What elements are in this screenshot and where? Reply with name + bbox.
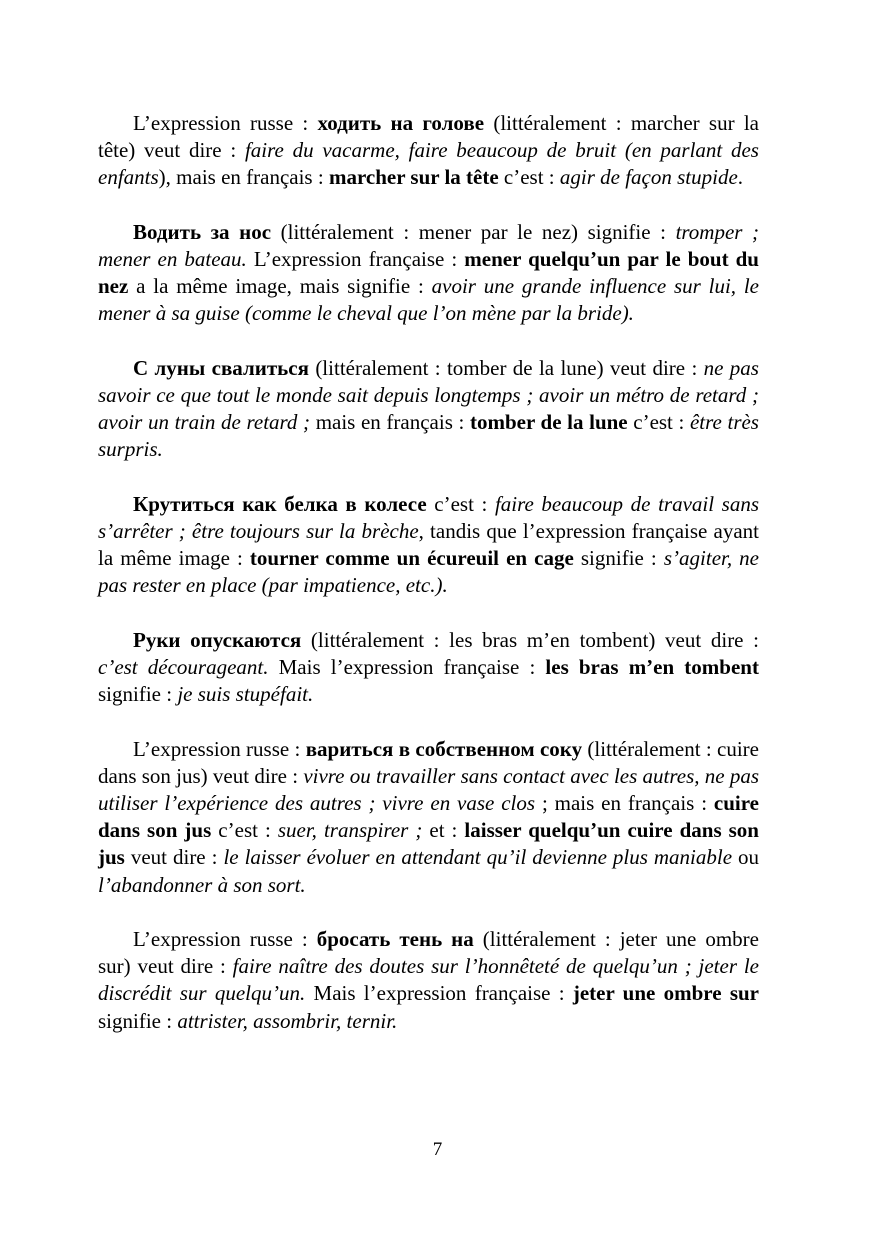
body-text: c’est : [426,491,495,516]
body-text: L’expression française : [246,247,465,271]
meaning-text: s’agiter, ne pas rester en place (par impatience, etc.). [98,546,760,598]
body-text: veut dire : [124,845,224,870]
body-text: ), mais en français : [158,165,329,190]
expression-term: mener quelqu’un par le bout du nez [98,247,759,299]
meaning-text: tromper ; mener en bateau. [98,219,760,271]
body-text: , tandis que l’expression française ayant la même image : [98,519,759,571]
body-text: (littéralement : marcher sur la tête) veut dire : [98,111,759,163]
body-text: L’expression russe : [133,927,317,951]
body-text: ou [732,845,760,870]
expression-term: ходить на голове [317,111,485,135]
body-text: et : [422,818,465,843]
body-text: ; mais en français : [535,791,714,815]
paragraph-khodit-na-golove [98,110,759,192]
expression-term: Руки опускаются [133,627,302,652]
meaning-text: suer, transpirer ; [277,818,423,843]
body-text: (littéralement : jeter une ombre sur) veut dire : [98,927,759,979]
meaning-text: c’est décourageant. [98,655,269,679]
body-text: . [737,165,744,190]
body-text: Mais l’expression française : [268,655,546,679]
expression-term: jeter une ombre sur [572,981,759,1006]
paragraph-krutitsya-kak-belka [98,491,759,600]
page-body [98,110,759,1062]
expression-term: С луны свалиться [133,355,309,380]
expression-term: бросать тень на [316,927,474,951]
meaning-text: le laisser évoluer en attendant qu’il devienne plus maniable [223,845,733,870]
body-text: L’expression russe : [133,736,306,761]
expression-term: tourner comme un écureuil en cage [249,546,574,571]
expression-term: cuire dans son jus [98,791,760,843]
meaning-text: je suis stupéfait. [177,682,314,707]
expression-term: вариться в собственном соку [305,736,583,761]
paragraph-ruki-opuskayutsya [98,627,759,709]
body-text: c’est : [498,165,560,190]
paragraph-varitsya-v-sobstvennom-soku [98,736,759,899]
paragraph-s-luny-svalitsya [98,355,759,464]
paragraph-vodit-za-nos [98,219,759,328]
body-text: (littéralement : tomber de la lune) veut dire : [308,355,704,380]
expression-term: Водить за нос [133,219,272,244]
body-text: signifie : [98,1008,178,1033]
expression-term: les bras m’en tombent [545,655,759,679]
body-text: (littéralement : cuire dans son jus) veut dire : [98,736,759,788]
expression-term: Крутиться как белка в колесе [133,491,427,516]
body-text: a la même image, mais signifie : [128,274,432,299]
meaning-text: être très surpris. [98,410,759,462]
expression-term: marcher sur la tête [328,165,499,190]
meaning-text: avoir une grande influence sur lui, le mener à sa guise (comme le cheval que l’on mène par la bride). [98,274,759,326]
body-text: (littéralement : les bras m’en tombent) veut dire : [301,627,759,652]
meaning-text: attrister, assombrir, ternir. [177,1008,398,1033]
body-text: signifie : [573,546,664,571]
meaning-text: faire beaucoup de travail sans s’arrêter ; être toujours sur la brèche [98,491,760,543]
meaning-text: ne pas savoir ce que tout le monde sait depuis longtemps ; avoir un métro de retard ; avoir un train de retard ; [98,355,759,435]
body-text: L’expression russe : [133,111,318,135]
body-text: c’est : [627,410,690,435]
body-text: (littéralement : mener par le nez) signifie : [271,219,676,244]
meaning-text: l’abandonner à son sort. [98,872,306,897]
body-text: mais en français : [310,410,470,435]
meaning-text: vivre ou travailler sans contact avec les autres, ne pas utiliser l’expérience des autres ; vivre en vase clos [98,763,759,815]
expression-term: laisser quelqu’un cuire dans son jus [98,818,759,870]
meaning-text: faire du vacarme, faire beaucoup de bruit (en parlant des enfants [98,138,759,190]
page-number: 7 [432,1139,443,1160]
expression-term: tomber de la lune [469,410,628,435]
paragraph-brosat-ten-na [98,926,759,1035]
body-text: c’est : [211,818,278,843]
meaning-text: agir de façon stupide [559,165,738,190]
body-text: signifie : [98,682,178,707]
meaning-text: faire naître des doutes sur l’honnêteté de quelqu’un ; jeter le discrédit sur quelqu’un. [98,954,759,1006]
body-text: Mais l’expression française : [305,981,573,1006]
